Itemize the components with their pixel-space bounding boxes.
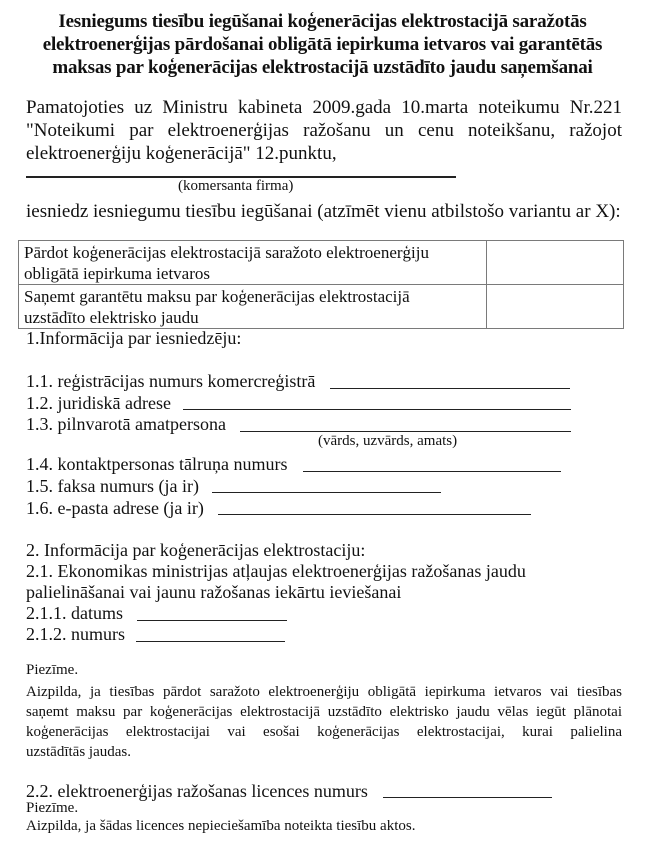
- option-label: Pārdot koģenerācijas elektrostacijā saražoto elektroenerģiju obligātā iepirkuma ietvaros: [19, 241, 487, 285]
- field-contact-phone-input[interactable]: [303, 471, 561, 472]
- document-title: [0, 10, 645, 79]
- field-permit-date-input[interactable]: [137, 620, 287, 621]
- field-registration-number-label: 1.1. reģistrācijas numurs komercreģistrā: [26, 371, 316, 391]
- option-mark-cell[interactable]: [487, 241, 624, 285]
- note1-line: uzstādītās jaudas.: [26, 744, 131, 760]
- field-authorized-person-input[interactable]: [240, 431, 571, 432]
- title-line: Iesniegums tiesību iegūšanai koģenerācijas elektrostacijā saražotās: [58, 11, 587, 32]
- field-permit-number-label: 2.1.2. numurs: [26, 624, 125, 644]
- option-mark-cell[interactable]: [487, 285, 624, 329]
- field-licence-number-label: 2.2. elektroenerģijas ražošanas licences numurs: [26, 781, 368, 801]
- intro-line: Pamatojoties uz Ministru kabineta 2009.gada 10.marta noteikumu Nr.221: [26, 97, 622, 118]
- field-licence-number-input[interactable]: [383, 797, 552, 798]
- field-permit-date-label: 2.1.1. datums: [26, 603, 123, 623]
- field-email-input[interactable]: [218, 514, 531, 515]
- option-row: [19, 241, 624, 285]
- section2-subheading-line: 2.1. Ekonomikas ministrijas atļaujas elektroenerģijas ražošanas jaudu: [26, 561, 526, 581]
- field-permit-number-input[interactable]: [136, 641, 285, 642]
- option-table: [18, 240, 624, 329]
- submit-text: iesniedz iesniegumu tiesību iegūšanai (atzīmēt vienu atbilstošo variantu ar X):: [26, 201, 621, 222]
- title-line: elektroenerģijas pārdošanai obligātā iepirkuma ietvaros vai garantētās: [42, 34, 603, 55]
- note1-heading: Piezīme.: [26, 662, 79, 678]
- field-fax-input[interactable]: [212, 492, 441, 493]
- note2-heading: Piezīme.: [26, 800, 79, 816]
- section1-heading: 1.Informācija par iesniedzēju:: [26, 328, 242, 348]
- field-authorized-person-label: 1.3. pilnvarotā amatpersona: [26, 414, 226, 434]
- field-email-label: 1.6. e-pasta adrese (ja ir): [26, 498, 204, 518]
- note1-line: koģenerācijas elektrostacijai vai esošai koģenerācijas elektrostacijai, kurai palielina: [26, 724, 622, 740]
- field-fax-label: 1.5. faksa numurs (ja ir): [26, 476, 199, 496]
- intro-line: "Noteikumi par elektroenerģijas ražošanu un cenu noteikšanu, ražojot: [26, 120, 622, 141]
- company-name-caption: (komersanta firma): [178, 178, 294, 194]
- intro-paragraph: [26, 96, 622, 165]
- option-row: [19, 285, 624, 329]
- note1-line: saņemt maksu par koģenerācijas elektrostacijā uzstādīto elektrisko jaudu vēlas iegūt plānotai: [26, 704, 622, 720]
- field-legal-address-input[interactable]: [183, 409, 571, 410]
- person-caption: (vārds, uzvārds, amats): [318, 433, 458, 449]
- field-contact-phone-label: 1.4. kontaktpersonas tālruņa numurs: [26, 454, 288, 474]
- section2-heading: 2. Informācija par koģenerācijas elektrostaciju:: [26, 540, 366, 560]
- option-label: Saņemt garantētu maksu par koģenerācijas elektrostacijā uzstādīto elektrisko jaudu: [19, 285, 487, 329]
- field-legal-address-label: 1.2. juridiskā adrese: [26, 393, 171, 413]
- title-line: maksas par koģenerācijas elektrostacijā uzstādīto jaudu saņemšanai: [52, 57, 593, 78]
- section2-subheading-line: palielināšanai vai jaunu ražošanas iekārtu ieviešanai: [26, 582, 402, 602]
- note1-text: [26, 682, 622, 762]
- note2-text: Aizpilda, ja šādas licences nepieciešamība noteikta tiesību aktos.: [26, 818, 416, 834]
- note1-line: Aizpilda, ja tiesības pārdot saražoto elektroenerģiju obligātā iepirkuma ietvaros vai tiesības: [26, 684, 622, 700]
- intro-line: elektroenerģiju koģenerācijā" 12.punktu,: [26, 143, 337, 164]
- field-registration-number-input[interactable]: [330, 388, 570, 389]
